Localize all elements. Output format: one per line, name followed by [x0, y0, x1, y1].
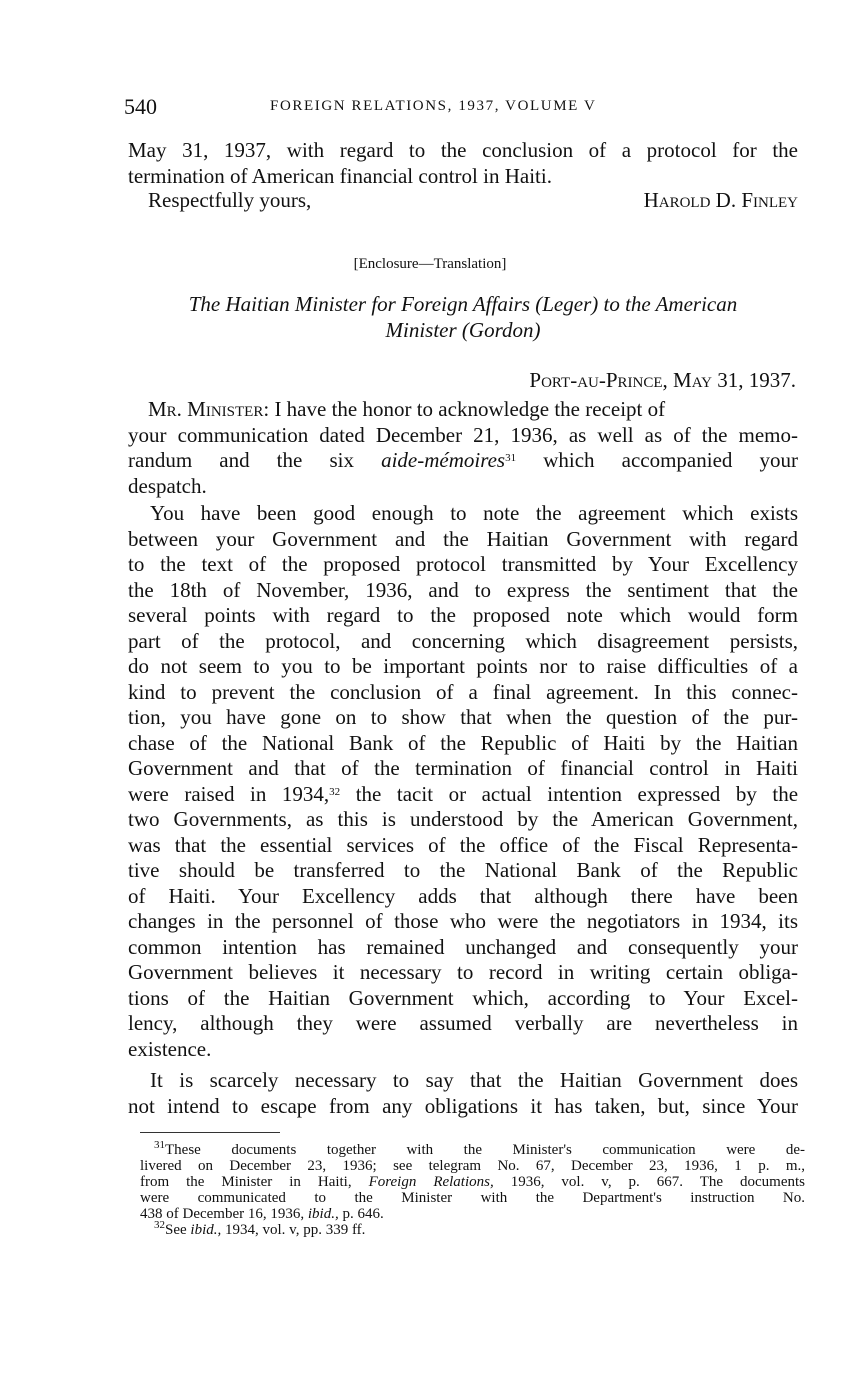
text-line: It is scarcely necessary to say that the Haitian Government does [150, 1068, 798, 1092]
text-line: was that the essential services of the office of the Fiscal Representa- [128, 832, 798, 857]
text-line: existence. [128, 1036, 212, 1061]
text-line [128, 397, 798, 423]
footnotes [140, 1139, 805, 1238]
text-line: You have been good enough to note the agreement which exists [150, 501, 798, 525]
text-line: of Haiti. Your Excellency adds that although there have been [128, 883, 798, 908]
text-line: not intend to escape from any obligations it has taken, but, since Your [128, 1093, 798, 1118]
text-line: Government believes it necessary to record in writing certain obliga- [128, 960, 798, 984]
footnote-31 [140, 1139, 805, 1158]
text-line [128, 782, 798, 808]
paragraph-2 [128, 501, 798, 1062]
opening-text [128, 138, 798, 189]
text-fragment: p. 646. [342, 1206, 384, 1222]
text-fragment: from the Minister in Haiti, [140, 1174, 352, 1190]
text-fragment: 1936, vol. v, p. 667. The documents [510, 1174, 805, 1190]
text-line: livered on December 23, 1936; see telegram No. 67, December 23, 1936, 1 p. m., [140, 1158, 805, 1174]
text-fragment: These documents together with the Minister's communication were de- [165, 1142, 805, 1158]
running-title: FOREIGN RELATIONS, 1937, VOLUME V [270, 98, 597, 114]
text-line: tion, you have gone on to show that when the question of the pur- [128, 705, 798, 729]
page-number: 540 [124, 94, 157, 119]
italic-term: ibid., [307, 1206, 339, 1222]
text-fragment: 438 of December 16, 1936, [140, 1206, 305, 1222]
title-line: The Haitian Minister for Foreign Affairs (Leger) to the American [188, 292, 738, 316]
document-title [128, 292, 798, 343]
text-line: termination of American financial control in Haiti. [128, 163, 552, 188]
text-line: to the text of the proposed protocol transmitted by Your Excellency [128, 552, 798, 576]
text-fragment: which accompanied your [543, 448, 798, 472]
text-line: common intention has remained unchanged and consequently your [128, 934, 798, 959]
text-line: do not seem to you to be important points nor to raise difficulties of a [128, 654, 798, 678]
paragraph-3 [128, 1068, 798, 1119]
salutation: Mr. Minister: [148, 397, 270, 421]
text-line: the 18th of November, 1936, and to express the sentiment that the [128, 577, 798, 602]
footnote-ref: 32 [329, 785, 341, 798]
text-line: chase of the National Bank of the Republic of Haiti by the Haitian [128, 730, 798, 755]
text-line: several points with regard to the proposed note which would form [128, 603, 798, 627]
text-line: were communicated to the Minister with the Department's instruction No. [140, 1190, 805, 1206]
text-line: two Governments, as this is understood by the American Government, [128, 807, 798, 831]
footnote-ref: 31 [505, 452, 517, 464]
footnote-number: 31 [154, 1139, 165, 1151]
letter-signoff [148, 188, 798, 214]
text-fragment: were raised in 1934, [128, 781, 330, 806]
text-fragment: randum and the six [128, 448, 354, 472]
place-date: Port-au-Prince, May 31, 1937. [529, 368, 796, 392]
text-line [128, 448, 798, 474]
paragraph-1 [128, 397, 798, 499]
closing: Respectfully yours, [148, 188, 312, 212]
text-line: despatch. [128, 473, 207, 498]
footnote-32 [140, 1219, 805, 1238]
signature: Harold D. Finley [643, 188, 798, 212]
italic-term: ibid., [190, 1222, 222, 1238]
footnote-number: 32 [154, 1219, 165, 1231]
italic-term: aide-mémoires [381, 448, 506, 472]
text-fragment: the tacit or actual intention expressed by the [355, 781, 799, 806]
page-header [124, 94, 800, 120]
footnote-divider [140, 1132, 280, 1133]
text-line: tions of the Haitian Government which, according to Your Excel- [128, 985, 798, 1010]
text-fragment: I have the honor to acknowledge the receipt of [274, 397, 666, 421]
italic-term: Foreign Relations, [368, 1174, 494, 1190]
text-line: Government and that of the termination of financial control in Haiti [128, 756, 798, 780]
text-line: part of the protocol, and concerning which disagreement persists, [128, 628, 798, 653]
text-line: your communication dated December 21, 1936, as well as of the memo- [128, 422, 798, 447]
text-line: kind to prevent the conclusion of a final agreement. In this connec- [128, 679, 798, 704]
title-line: Minister (Gordon) [385, 317, 541, 342]
enclosure-label: [Enclosure—Translation] [353, 256, 507, 272]
text-fragment: 1934, vol. v, pp. 339 ff. [225, 1222, 366, 1238]
text-line: tive should be transferred to the National Bank of the Republic [128, 858, 798, 882]
text-fragment: See [165, 1222, 187, 1238]
text-line: lency, although they were assumed verbally are nevertheless in [128, 1011, 798, 1035]
text-line [140, 1174, 805, 1190]
text-line [140, 1206, 805, 1222]
text-line: changes in the personnel of those who were the negotiators in 1934, its [128, 909, 798, 933]
text-line: between your Government and the Haitian Government with regard [128, 526, 798, 551]
text-line: May 31, 1937, with regard to the conclusion of a protocol for the [128, 138, 798, 162]
